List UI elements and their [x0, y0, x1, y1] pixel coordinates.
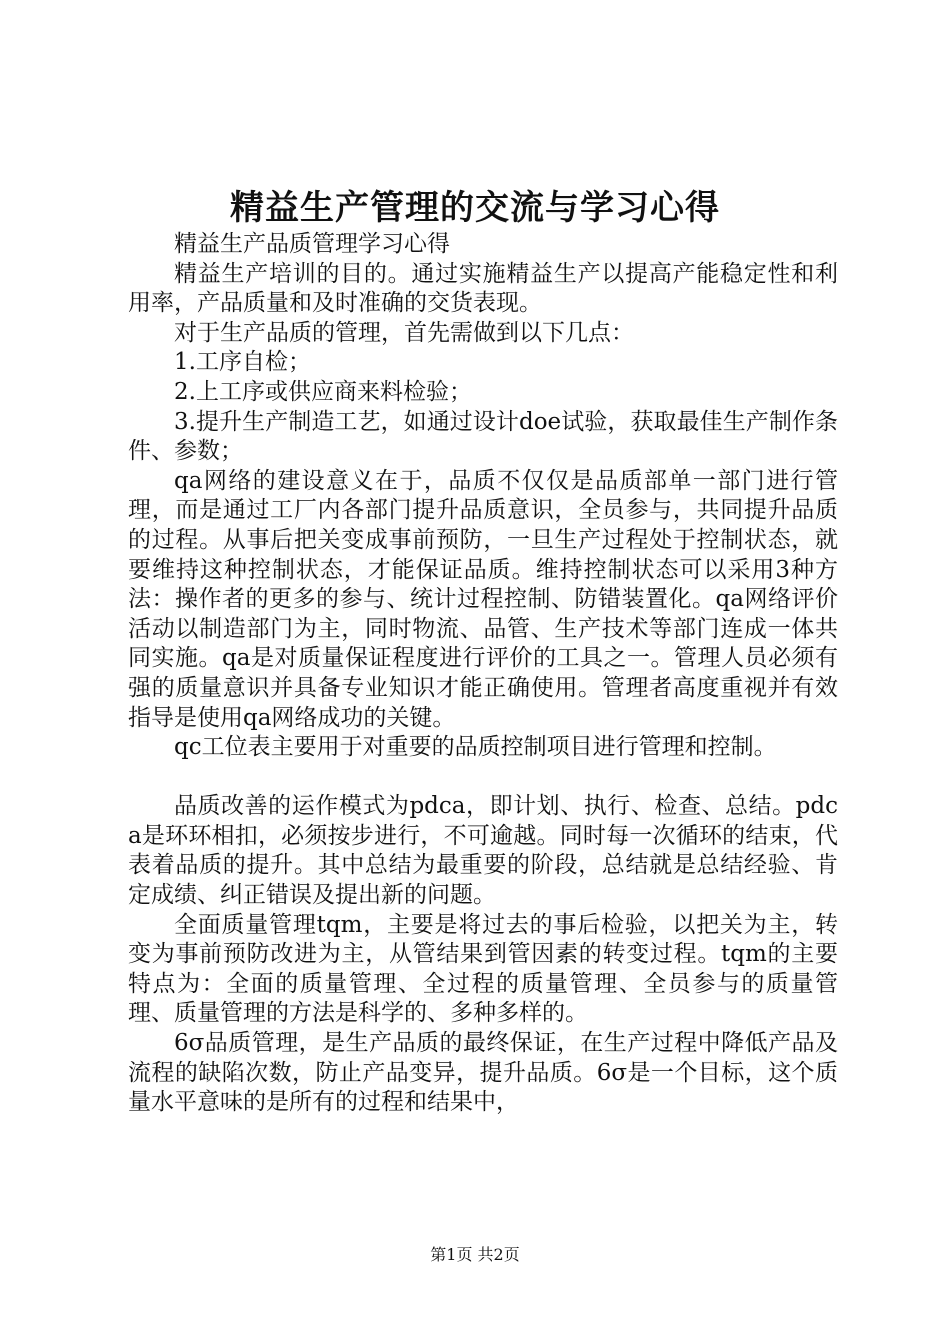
paragraph-purpose: 精益生产培训的目的。通过实施精益生产以提高产能稳定性和利用率，产品质量和及时准确的交货表现。 — [128, 260, 838, 317]
paragraph-pdca: 品质改善的运作模式为pdca，即计划、执行、检查、总结。pdca是环环相扣，必须按步进行，不可逾越。同时每一次循环的结束，代表着品质的提升。其中总结为最重要的阶段，总结就是总结经验、肯定成绩、纠正错误及提出新的问题。 — [128, 793, 838, 909]
document-body — [128, 230, 838, 1118]
paragraph-qa-network: qa网络的建设意义在于，品质不仅仅是品质部单一部门进行管理，而是通过工厂内各部门提升品质意识，全员参与，共同提升品质的过程。从事后把关变成事前预防，一旦生产过程处于控制状态，就要维持这种控制状态，才能保证品质。维持控制状态可以采用3种方法：操作者的更多的参与、统计过程控制、防错装置化。qa网络评价活动以制造部门为主，同时物流、品管、生产技术等部门连成一体共同实施。qa是对质量保证程度进行评价的工具之一。管理人员必须有强的质量意识并具备专业知识才能正确使用。管理者高度重视并有效指导是使用qa网络成功的关键。 — [128, 467, 838, 731]
document-title: 精益生产管理的交流与学习心得 — [230, 188, 720, 228]
paragraph-six-sigma: 6σ品质管理，是生产品质的最终保证，在生产过程中降低产品及流程的缺陷次数，防止产品变异，提升品质。6σ是一个目标，这个质量水平意味的是所有的过程和结果中， — [128, 1030, 838, 1116]
list-item-2: 2.上工序或供应商来料检验； — [174, 378, 472, 405]
list-item-1: 1.工序自检； — [174, 349, 311, 376]
list-item-3: 3.提升生产制造工艺，如通过设计doe试验，获取最佳生产制作条件、参数； — [128, 408, 838, 465]
paragraph-subtitle: 精益生产品质管理学习心得 — [174, 231, 450, 257]
page-footer: 第1页 共2页 — [430, 1245, 520, 1264]
paragraph-tqm: 全面质量管理tqm，主要是将过去的事后检验，以把关为主，转变为事前预防改进为主，从管结果到管因素的转变过程。tqm的主要特点为：全面的质量管理、全过程的质量管理、全员参与的质量管理、质量管理的方法是科学的、多种多样的。 — [128, 911, 838, 1027]
paragraph-quality-intro: 对于生产品质的管理，首先需做到以下几点： — [174, 319, 634, 346]
paragraph-qc-station: qc工位表主要用于对重要的品质控制项目进行管理和控制。 — [174, 734, 777, 761]
